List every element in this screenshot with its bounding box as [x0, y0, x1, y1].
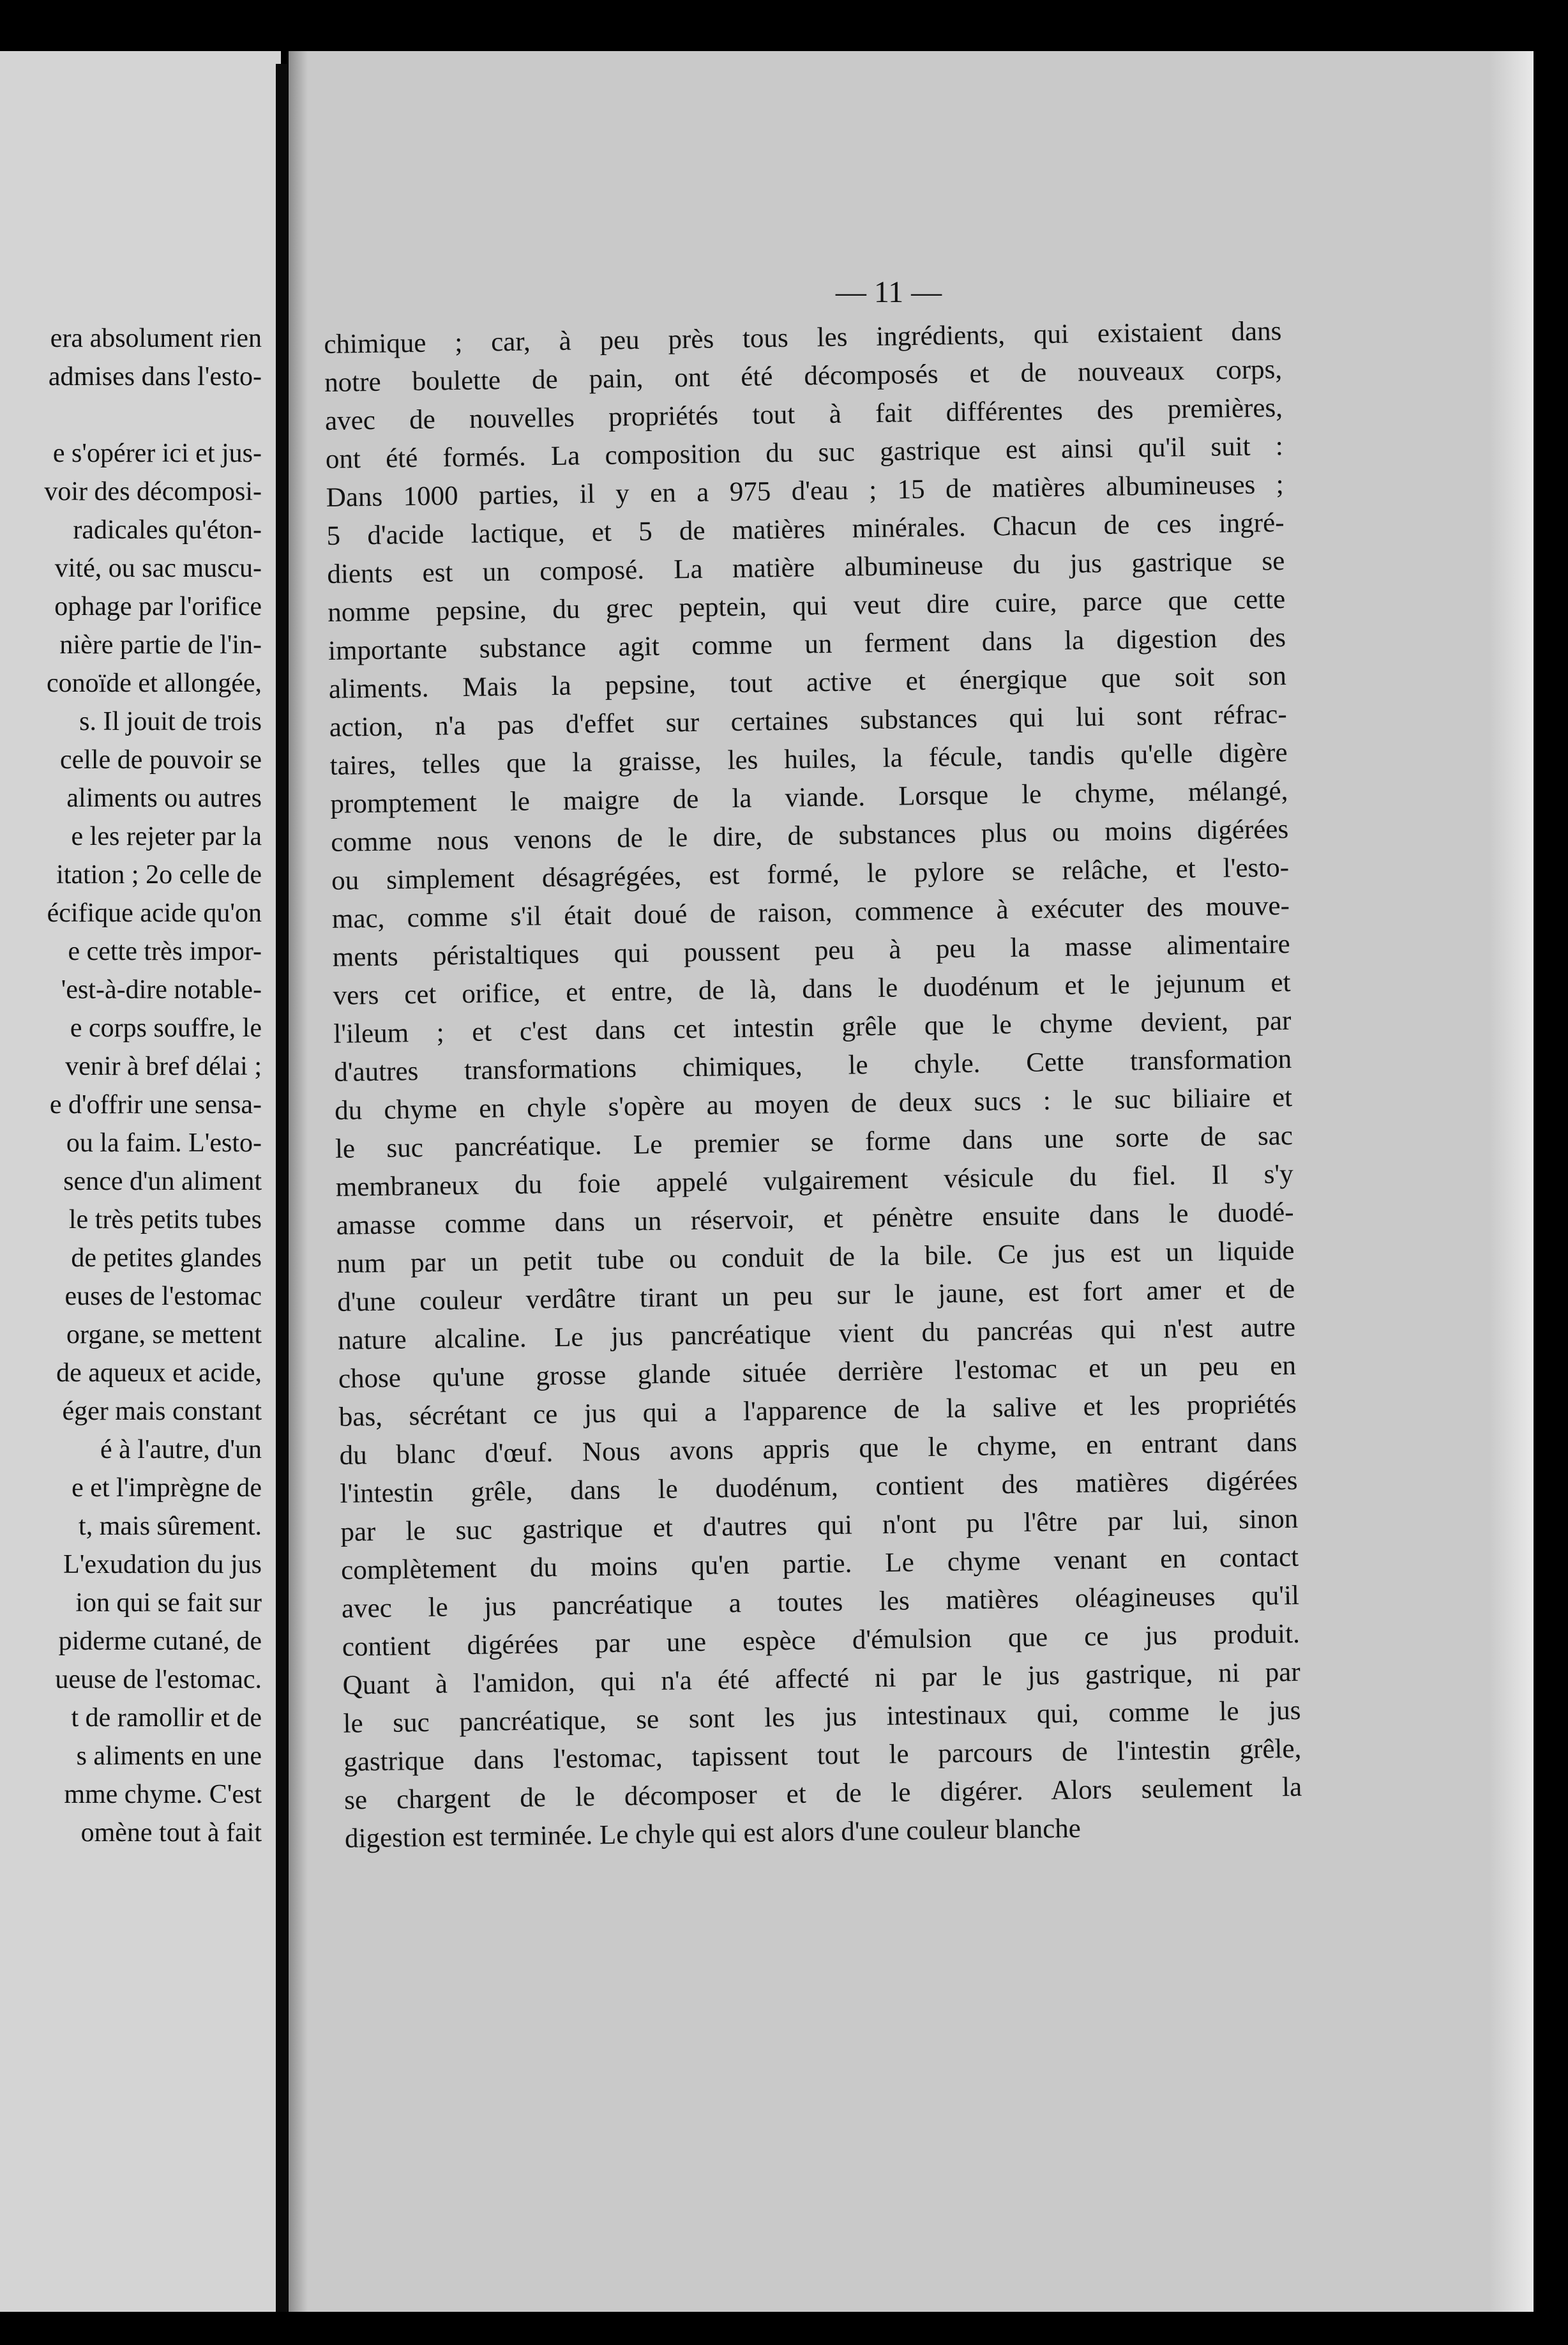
text-line: avec de nouvelles propriétés tout à fait différentes des premières, — [324, 393, 1283, 436]
left-page — [0, 51, 281, 2312]
text-line: nomme pepsine, du grec peptein, qui veut dire cuire, parce que cette — [327, 584, 1286, 628]
text-line: du blanc d'œuf. Nous avons appris que le chyme, en entrant dans — [339, 1427, 1297, 1471]
left-column-line: s aliments en une — [76, 1742, 262, 1771]
left-column-line: écifique acide qu'on — [47, 899, 262, 928]
page-edge — [1489, 51, 1534, 2312]
left-column-line — [0, 396, 262, 434]
left-column-text — [0, 319, 262, 1852]
text-line: l'ileum ; et c'est dans cet intestin grêle que le chyme devient, par — [333, 1005, 1292, 1049]
text-line: promptement le maigre de la viande. Lorsque le chyme, mélangé, — [330, 775, 1288, 819]
text-line: ments péristaltiques qui poussent peu à peu la masse alimentaire — [332, 929, 1290, 973]
text-line: Quant à l'amidon, qui n'a été affecté ni par le jus gastrique, ni par — [342, 1657, 1300, 1701]
text-line: taires, telles que la graisse, les huiles, la fécule, tandis qu'elle digère — [329, 737, 1288, 781]
left-column-line: e les rejeter par la — [71, 822, 262, 851]
left-column-line: ueuse de l'estomac. — [55, 1665, 262, 1694]
text-line: notre boulette de pain, ont été décomposés et de nouveaux corps, — [324, 354, 1283, 398]
text-line: ou simplement désagrégées, est formé, le pylore se relâche, et l'esto- — [331, 852, 1290, 896]
text-line: le suc pancréatique. Le premier se forme dans une sorte de sac — [335, 1120, 1293, 1164]
left-column-line: admises dans l'esto- — [48, 362, 262, 391]
left-column-line: omène tout à fait — [80, 1818, 262, 1848]
binding-line — [276, 64, 287, 2312]
text-line: aliments. Mais la pepsine, tout active et énergique que soit son — [328, 661, 1287, 704]
text-line: chimique ; car, à peu près tous les ingrédients, qui existaient dans — [324, 316, 1282, 360]
left-column-line: ophage par l'orifice — [54, 592, 262, 621]
left-column-line: t de ramollir et de — [71, 1703, 262, 1733]
right-page — [289, 51, 1534, 2312]
page-number: — 11 — — [835, 275, 942, 309]
text-line: membraneux du foie appelé vulgairement vésicule du fiel. Il s'y — [335, 1158, 1294, 1203]
left-column-line: e et l'imprègne de — [72, 1473, 262, 1503]
text-line: par le suc gastrique et d'autres qui n'ont pu l'être par lui, sinon — [340, 1503, 1299, 1547]
text-line: d'une couleur verdâtre tirant un peu sur le jaune, est fort amer et de — [337, 1273, 1295, 1317]
text-line: 5 d'acide lactique, et 5 de matières minérales. Chacun de ces ingré- — [326, 508, 1285, 551]
left-column-line: e cette très impor- — [68, 937, 262, 966]
left-column-line: e corps souffre, le — [70, 1013, 262, 1043]
left-column-line: s. Il jouit de trois — [79, 707, 262, 736]
text-line: bas, sécrétant ce jus qui a l'apparence de la salive et les propriétés — [338, 1388, 1297, 1432]
text-line: num par un petit tube ou conduit de la bile. Ce jus est un liquide — [336, 1235, 1295, 1279]
left-column-line: itation ; 2o celle de — [56, 860, 262, 890]
left-column-line: de petites glandes — [71, 1243, 262, 1273]
text-line: importante substance agit comme un ferment dans la digestion des — [328, 623, 1286, 666]
body-text — [324, 312, 1302, 1858]
text-line: l'intestin grêle, dans le duodénum, contient des matières digérées — [340, 1465, 1298, 1509]
left-column-line: euses de l'estomac — [64, 1282, 262, 1311]
left-column-line: é à l'autre, d'un — [100, 1435, 262, 1464]
text-line: ont été formés. La composition du suc gastrique est ainsi qu'il suit : — [325, 431, 1284, 474]
text-line: d'autres transformations chimiques, le chyle. Cette transformation — [334, 1043, 1292, 1088]
left-column-line: piderme cutané, de — [58, 1627, 262, 1656]
left-column-line: era absolument rien — [50, 324, 262, 353]
left-column-line: ion qui se fait sur — [75, 1588, 262, 1618]
left-column-line: 'est-à-dire notable- — [61, 975, 262, 1005]
text-line: Dans 1000 parties, il y en a 975 d'eau ; 15 de matières albumineuses ; — [326, 469, 1284, 513]
left-column-line: organe, se mettent — [66, 1320, 262, 1349]
left-column-line: sence d'un aliment — [63, 1167, 262, 1196]
left-column-line: conoïde et allongée, — [46, 669, 262, 698]
left-column-line: vité, ou sac muscu- — [54, 554, 262, 583]
left-column-line: t, mais sûrement. — [79, 1512, 262, 1541]
left-column-line: radicales qu'éton- — [73, 515, 262, 545]
left-column-line: voir des décomposi- — [44, 477, 262, 506]
text-line: complètement du moins qu'en partie. Le chyme venant en contact — [340, 1542, 1299, 1586]
left-column-line: de aqueux et acide, — [56, 1358, 262, 1388]
left-column-line: e s'opérer ici et jus- — [52, 439, 262, 468]
text-line: se chargent de le décomposer et de le digérer. Alors seulement la — [343, 1772, 1302, 1816]
left-column-line: le très petits tubes — [68, 1205, 262, 1234]
text-line: dients est un composé. La matière albumineuse du jus gastrique se — [327, 546, 1285, 589]
left-column-line: celle de pouvoir se — [59, 745, 262, 775]
text-line: digestion est terminée. Le chyle qui est alors d'une couleur blanche — [344, 1813, 1082, 1854]
text-line: mac, comme s'il était doué de raison, commence à exécuter des mouve- — [331, 890, 1290, 934]
text-line: amasse comme dans un réservoir, et pénètre ensuite dans le duodé- — [336, 1197, 1294, 1241]
left-column-line: nière partie de l'in- — [59, 630, 262, 660]
text-line: chose qu'une grosse glande située derrière l'estomac et un peu en — [338, 1350, 1297, 1394]
text-line: le suc pancréatique, se sont les jus intestinaux qui, comme le jus — [343, 1695, 1301, 1739]
left-column-line: mme chyme. C'est — [64, 1780, 262, 1809]
text-line: gastrique dans l'estomac, tapissent tout le parcours de l'intestin grêle, — [343, 1733, 1302, 1777]
fold-shadow — [289, 51, 308, 2312]
left-column-line: éger mais constant — [62, 1397, 262, 1426]
text-line: action, n'a pas d'effet sur certaines substances qui lui sont réfrac- — [329, 699, 1287, 743]
text-line: du chyme en chyle s'opère au moyen de deux sucs : le suc biliaire et — [334, 1082, 1293, 1126]
left-column-line: aliments ou autres — [66, 784, 262, 813]
text-line: nature alcaline. Le jus pancréatique vient du pancréas qui n'est autre — [337, 1312, 1296, 1356]
left-column-line: ou la faim. L'esto- — [66, 1128, 262, 1158]
text-line: vers cet orifice, et entre, de là, dans le duodénum et le jejunum et — [333, 967, 1291, 1011]
left-column-line: venir à bref délai ; — [65, 1052, 262, 1081]
left-column-line: L'exudation du jus — [63, 1550, 262, 1579]
left-column-line: e d'offrir une sensa- — [49, 1090, 262, 1119]
text-line: avec le jus pancréatique a toutes les matières oléagineuses qu'il — [341, 1580, 1300, 1624]
text-line: contient digérées par une espèce d'émulsion que ce jus produit. — [342, 1618, 1300, 1662]
text-line: comme nous venons de le dire, de substances plus ou moins digérées — [330, 814, 1289, 858]
